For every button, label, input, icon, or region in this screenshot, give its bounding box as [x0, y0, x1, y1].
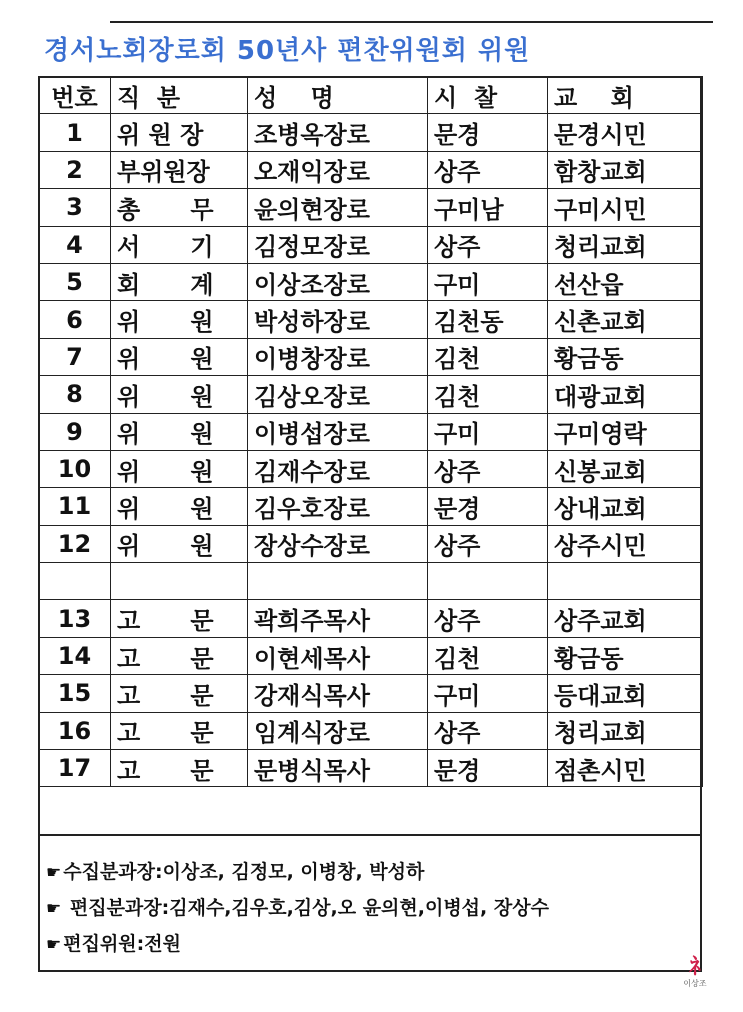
- table-row: [39, 600, 703, 637]
- table-row: [39, 189, 703, 226]
- cell-name: 임계식장로: [248, 712, 428, 749]
- cell-role: 위 원: [111, 376, 248, 413]
- cell-name: 이현세목사: [248, 637, 428, 674]
- cell-church: 점촌시민: [548, 750, 703, 787]
- table-row: [39, 263, 703, 300]
- cell-church: 청리교회: [548, 226, 703, 263]
- spacer-cell: [39, 563, 111, 600]
- cell-church: 신봉교회: [548, 450, 703, 487]
- cell-name: 김우호장로: [248, 488, 428, 525]
- cell-role: 위 원: [111, 338, 248, 375]
- cell-city: 김천: [428, 338, 548, 375]
- cell-city: 김천: [428, 376, 548, 413]
- cell-role: 위 원: [111, 488, 248, 525]
- cell-num: 2: [39, 151, 111, 188]
- cell-role: 부위원장: [111, 151, 248, 188]
- cell-name: 장상수장로: [248, 525, 428, 562]
- pointing-hand-icon: ☛: [46, 935, 62, 955]
- cell-num: 8: [39, 376, 111, 413]
- cell-city: 상주: [428, 712, 548, 749]
- cell-church: 구미시민: [548, 189, 703, 226]
- cell-city: 구미: [428, 675, 548, 712]
- cell-city: 구미: [428, 413, 548, 450]
- cell-city: 상주: [428, 450, 548, 487]
- cell-name: 이병창장로: [248, 338, 428, 375]
- top-rule: [110, 21, 713, 23]
- cell-role: 고 문: [111, 600, 248, 637]
- cell-role: 고 문: [111, 750, 248, 787]
- cell-church: 청리교회: [548, 712, 703, 749]
- notes-section: [38, 834, 702, 972]
- cell-role: 위 원: [111, 413, 248, 450]
- cell-church: 황금동: [548, 338, 703, 375]
- cell-name: 이상조장로: [248, 263, 428, 300]
- pointing-hand-icon: ☛: [46, 863, 62, 883]
- cell-num: 7: [39, 338, 111, 375]
- cell-church: 선산읍: [548, 263, 703, 300]
- cell-city: 문경: [428, 114, 548, 151]
- header-church: 교 회: [548, 77, 703, 114]
- table-row: [39, 151, 703, 188]
- cell-name: 곽희주목사: [248, 600, 428, 637]
- cell-city: 구미: [428, 263, 548, 300]
- table-row: [39, 413, 703, 450]
- cell-city: 상주: [428, 600, 548, 637]
- cell-name: 윤의현장로: [248, 189, 428, 226]
- note-text: 편집분과장:김재수,김우호,김상,오 윤의현,이병섭, 장상수: [63, 897, 549, 919]
- page-title: 경서노회장로회 50년사 편찬위원회 위원: [44, 36, 531, 66]
- cell-num: 11: [39, 488, 111, 525]
- cell-city: 상주: [428, 525, 548, 562]
- cell-church: 함창교회: [548, 151, 703, 188]
- pointing-hand-icon: ☛: [46, 899, 62, 919]
- header-num: 번호: [39, 77, 111, 114]
- cell-city: 문경: [428, 488, 548, 525]
- cell-num: 10: [39, 450, 111, 487]
- cell-city: 상주: [428, 151, 548, 188]
- cell-name: 이병섭장로: [248, 413, 428, 450]
- cell-church: 상주시민: [548, 525, 703, 562]
- cell-num: 17: [39, 750, 111, 787]
- cell-city: 김천동: [428, 301, 548, 338]
- cell-role: 총 무: [111, 189, 248, 226]
- cell-role: 고 문: [111, 712, 248, 749]
- cell-name: 김재수장로: [248, 450, 428, 487]
- cell-church: 등대교회: [548, 675, 703, 712]
- cell-role: 위 원: [111, 301, 248, 338]
- spacer-cell: [248, 563, 428, 600]
- table-row: [39, 301, 703, 338]
- header-role: 직 분: [111, 77, 248, 114]
- table-row: [39, 114, 703, 151]
- cell-num: 13: [39, 600, 111, 637]
- note-collection: [46, 854, 702, 890]
- stamp-mark: ﾈ: [689, 954, 701, 980]
- cell-church: 상주교회: [548, 600, 703, 637]
- cell-num: 1: [39, 114, 111, 151]
- cell-church: 구미영락: [548, 413, 703, 450]
- table-row: [39, 226, 703, 263]
- spacer-cell: [548, 563, 703, 600]
- table-row: [39, 488, 703, 525]
- table-row: [39, 338, 703, 375]
- cell-church: 신촌교회: [548, 301, 703, 338]
- note-editing: [46, 890, 702, 926]
- table-row: [39, 525, 703, 562]
- cell-num: 14: [39, 637, 111, 674]
- cell-name: 조병옥장로: [248, 114, 428, 151]
- spacer-cell: [111, 563, 248, 600]
- table-row: [39, 450, 703, 487]
- cell-city: 상주: [428, 226, 548, 263]
- cell-name: 김정모장로: [248, 226, 428, 263]
- cell-num: 15: [39, 675, 111, 712]
- cell-church: 상내교회: [548, 488, 703, 525]
- stamp-text: 이상조: [683, 979, 707, 988]
- cell-role: 서 기: [111, 226, 248, 263]
- table-row: [39, 675, 703, 712]
- spacer-row: [39, 563, 703, 600]
- cell-num: 3: [39, 189, 111, 226]
- cell-name: 박성하장로: [248, 301, 428, 338]
- header-row: [39, 77, 703, 114]
- table-row: [39, 637, 703, 674]
- member-rows: [39, 114, 703, 563]
- cell-city: 구미남: [428, 189, 548, 226]
- table-row: [39, 750, 703, 787]
- cell-church: 대광교회: [548, 376, 703, 413]
- cell-role: 회 계: [111, 263, 248, 300]
- cell-name: 김상오장로: [248, 376, 428, 413]
- note-text: 편집위원:전원: [63, 933, 181, 955]
- cell-num: 16: [39, 712, 111, 749]
- table-row: [39, 712, 703, 749]
- cell-role: 위 원 장: [111, 114, 248, 151]
- note-text: 수집분과장:이상조, 김정모, 이병창, 박성하: [63, 861, 425, 883]
- note-editors: [46, 926, 702, 962]
- cell-num: 12: [39, 525, 111, 562]
- cell-num: 5: [39, 263, 111, 300]
- cell-num: 6: [39, 301, 111, 338]
- cell-role: 위 원: [111, 525, 248, 562]
- cell-city: 김천: [428, 637, 548, 674]
- cell-num: 4: [39, 226, 111, 263]
- cell-name: 강재식목사: [248, 675, 428, 712]
- header-name: 성 명: [248, 77, 428, 114]
- cell-name: 문병식목사: [248, 750, 428, 787]
- cell-role: 위 원: [111, 450, 248, 487]
- advisor-rows: [39, 600, 703, 787]
- cell-name: 오재익장로: [248, 151, 428, 188]
- signature-stamp: [678, 956, 712, 989]
- header-city: 시 찰: [428, 77, 548, 114]
- spacer-cell: [428, 563, 548, 600]
- cell-church: 문경시민: [548, 114, 703, 151]
- committee-table: [38, 76, 703, 787]
- cell-num: 9: [39, 413, 111, 450]
- cell-role: 고 문: [111, 637, 248, 674]
- cell-role: 고 문: [111, 675, 248, 712]
- table-row: [39, 376, 703, 413]
- cell-city: 문경: [428, 750, 548, 787]
- cell-church: 황금동: [548, 637, 703, 674]
